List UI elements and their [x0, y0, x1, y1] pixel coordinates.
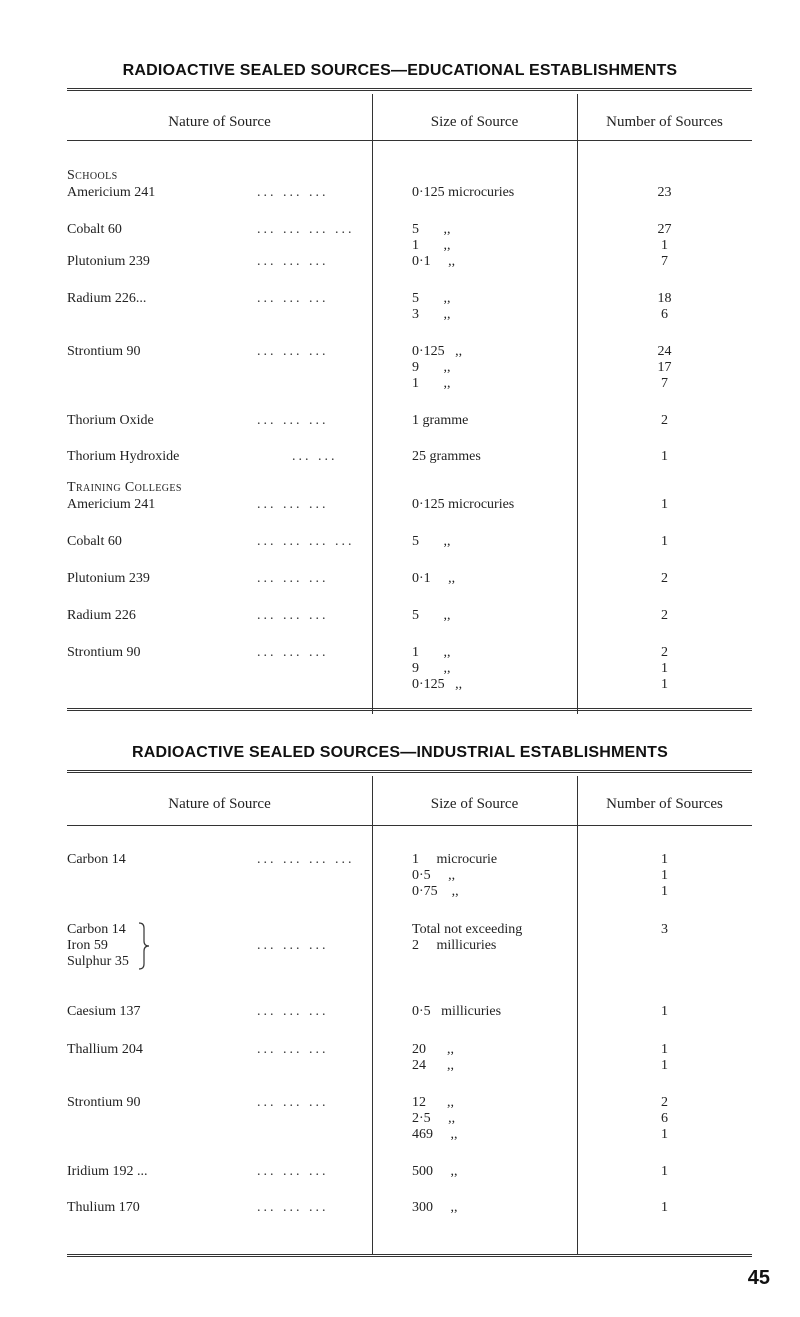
- nature-of-source: Iridium 192 ...: [67, 1164, 148, 1179]
- nature-of-source: Radium 226: [67, 608, 136, 623]
- size-value: 2 millicuries: [412, 938, 497, 953]
- table1-header-rule: [67, 140, 752, 141]
- number-value: 2: [661, 1095, 668, 1110]
- size-value: 300 ,,: [412, 1200, 458, 1215]
- leader-dots: ... ... ...: [257, 1200, 329, 1215]
- nature-of-source: Thorium Oxide: [67, 413, 154, 428]
- nature-of-source: Plutonium 239: [67, 571, 150, 586]
- size-value: 20 ,,: [412, 1042, 454, 1057]
- size-value: 5 ,,: [412, 534, 451, 549]
- table1-col-divider-1: [372, 94, 373, 714]
- leader-dots: ... ... ...: [257, 185, 329, 200]
- number-value: 1: [661, 534, 668, 549]
- number-value: 27: [657, 222, 672, 237]
- table2-bottom-rule: [67, 1254, 752, 1257]
- leader-dots: ... ... ...: [257, 938, 329, 953]
- leader-dots: ... ... ...: [257, 497, 329, 512]
- nature-of-source: Strontium 90: [67, 344, 141, 359]
- nature-of-source: Radium 226...: [67, 291, 147, 306]
- size-value: 1 ,,: [412, 376, 451, 391]
- leader-dots: ... ... ... ...: [257, 534, 355, 549]
- header-number-of-sources: Number of Sources: [606, 114, 723, 130]
- number-value: 18: [657, 291, 672, 306]
- nature-of-source: Plutonium 239: [67, 254, 150, 269]
- header-nature-of-source: Nature of Source: [168, 114, 271, 130]
- leader-dots: ... ... ...: [257, 608, 329, 623]
- number-value: 3: [661, 922, 668, 937]
- size-value: 0·125 microcuries: [412, 185, 515, 200]
- number-value: 1: [661, 852, 668, 867]
- nature-of-source: Strontium 90: [67, 645, 141, 660]
- number-value: 1: [661, 884, 668, 899]
- number-value: 1: [661, 1200, 668, 1215]
- header-nature-of-source: Nature of Source: [168, 796, 271, 812]
- leader-dots: ... ... ...: [257, 1042, 329, 1057]
- size-value: 0·125 microcuries: [412, 497, 515, 512]
- size-value: 1 ,,: [412, 238, 451, 253]
- size-value: 0·125 ,,: [412, 677, 463, 692]
- leader-dots: ... ... ...: [257, 1004, 329, 1019]
- size-value: 2·5 ,,: [412, 1111, 456, 1126]
- number-value: 24: [657, 344, 672, 359]
- size-value: 9 ,,: [412, 360, 451, 375]
- nature-of-source: Americium 241: [67, 497, 156, 512]
- number-value: 1: [661, 497, 668, 512]
- section-training-colleges: Training Colleges: [67, 480, 182, 495]
- size-value: 12 ,,: [412, 1095, 454, 1110]
- size-value: 500 ,,: [412, 1164, 458, 1179]
- nature-of-source: Sulphur 35: [67, 954, 129, 969]
- header-number-of-sources: Number of Sources: [606, 796, 723, 812]
- number-value: 2: [661, 413, 668, 428]
- size-value: 1 ,,: [412, 645, 451, 660]
- nature-of-source: Thulium 170: [67, 1200, 140, 1215]
- table2-header-rule: [67, 825, 752, 826]
- number-value: 6: [661, 1111, 668, 1126]
- header-size-of-source: Size of Source: [430, 796, 519, 812]
- leader-dots: ... ... ...: [257, 1095, 329, 1110]
- size-value: 1 gramme: [412, 413, 469, 428]
- nature-of-source: Cobalt 60: [67, 222, 122, 237]
- nature-of-source: Caesium 137: [67, 1004, 141, 1019]
- size-value: 0·1 ,,: [412, 571, 456, 586]
- number-value: 1: [661, 677, 668, 692]
- size-value: 0·5 ,,: [412, 868, 456, 883]
- size-value: 5 ,,: [412, 608, 451, 623]
- nature-of-source: Carbon 14: [67, 922, 126, 937]
- section-schools: Schools: [67, 168, 118, 183]
- number-value: 1: [661, 1042, 668, 1057]
- size-value: Total not exceeding: [412, 922, 523, 937]
- size-value: 5 ,,: [412, 222, 451, 237]
- size-value: 3 ,,: [412, 307, 451, 322]
- number-value: 1: [661, 1004, 668, 1019]
- nature-of-source: Thallium 204: [67, 1042, 143, 1057]
- nature-of-source: Carbon 14: [67, 852, 126, 867]
- brace-icon: [137, 922, 151, 970]
- number-value: 1: [661, 1058, 668, 1073]
- number-value: 23: [657, 185, 672, 200]
- table2-col-divider-1: [372, 776, 373, 1254]
- table2: [67, 770, 752, 1270]
- number-value: 2: [661, 645, 668, 660]
- size-value: 9 ,,: [412, 661, 451, 676]
- number-value: 17: [657, 360, 672, 375]
- table1: [67, 88, 752, 718]
- number-value: 1: [661, 868, 668, 883]
- size-value: 0·1 ,,: [412, 254, 456, 269]
- leader-dots: ... ... ...: [257, 254, 329, 269]
- leader-dots: ... ... ...: [257, 344, 329, 359]
- size-value: 24 ,,: [412, 1058, 454, 1073]
- size-value: 25 grammes: [412, 449, 481, 464]
- header-size-of-source: Size of Source: [430, 114, 519, 130]
- number-value: 1: [661, 449, 668, 464]
- leader-dots: ... ... ... ...: [257, 852, 355, 867]
- nature-of-source: Strontium 90: [67, 1095, 141, 1110]
- table1-title: RADIOACTIVE SEALED SOURCES—EDUCATIONAL ESTABLISHMENTS: [122, 62, 678, 79]
- number-value: 7: [661, 376, 668, 391]
- number-value: 1: [661, 661, 668, 676]
- size-value: 469 ,,: [412, 1127, 458, 1142]
- leader-dots: ... ... ...: [257, 413, 329, 428]
- number-value: 2: [661, 571, 668, 586]
- table1-top-rule: [67, 88, 752, 91]
- table2-top-rule: [67, 770, 752, 773]
- leader-dots: ... ... ...: [257, 1164, 329, 1179]
- nature-of-source: Cobalt 60: [67, 534, 122, 549]
- size-value: 0·75 ,,: [412, 884, 459, 899]
- nature-of-source: Americium 241: [67, 185, 156, 200]
- number-value: 1: [661, 238, 668, 253]
- number-value: 7: [661, 254, 668, 269]
- nature-of-source: Iron 59: [67, 938, 108, 953]
- nature-of-source: Thorium Hydroxide: [67, 449, 180, 464]
- leader-dots: ... ... ...: [257, 571, 329, 586]
- size-value: 1 microcurie: [412, 852, 498, 867]
- leader-dots: ... ... ... ...: [257, 222, 355, 237]
- number-value: 6: [661, 307, 668, 322]
- number-value: 1: [661, 1127, 668, 1142]
- leader-dots: ... ... ...: [257, 645, 329, 660]
- leader-dots: ... ... ...: [257, 291, 329, 306]
- number-value: 2: [661, 608, 668, 623]
- size-value: 5 ,,: [412, 291, 451, 306]
- number-value: 1: [661, 1164, 668, 1179]
- table1-bottom-rule: [67, 708, 752, 711]
- table2-title: RADIOACTIVE SEALED SOURCES—INDUSTRIAL ESTABLISHMENTS: [131, 744, 669, 761]
- size-value: 0·125 ,,: [412, 344, 463, 359]
- leader-dots: ... ...: [292, 449, 338, 464]
- size-value: 0·5 millicuries: [412, 1004, 502, 1019]
- page-number: 45: [747, 1267, 770, 1289]
